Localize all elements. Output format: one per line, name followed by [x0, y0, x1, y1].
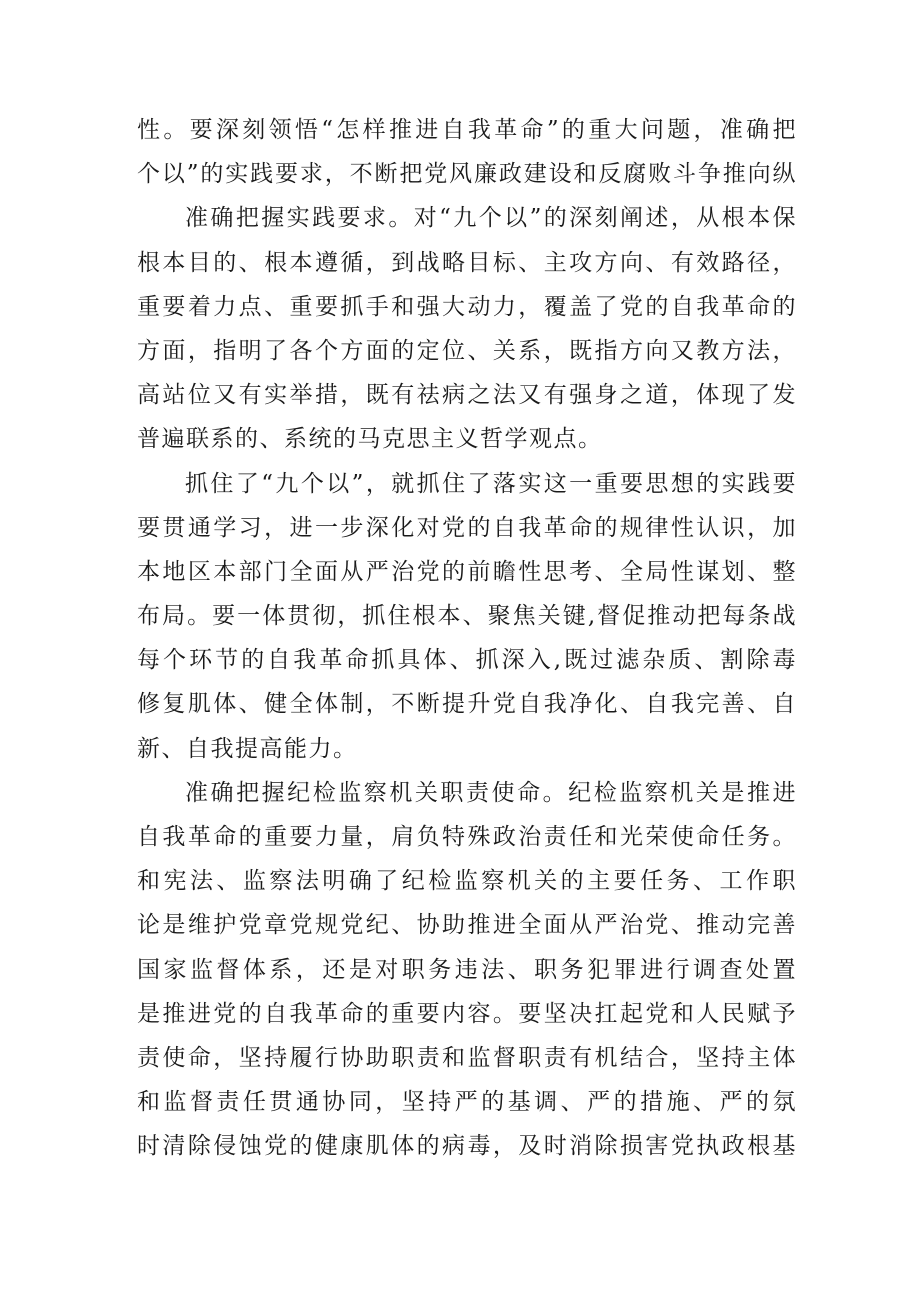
text-line: 性。要深刻领悟“怎样推进自我革命”的重大问题，准确把	[137, 117, 797, 143]
text-line: 高站位又有实举措，既有祛病之法又有强身之道，体现了发	[137, 382, 797, 409]
text-line: 方面，指明了各个方面的定位、关系，既指方向又教方法，	[137, 337, 797, 364]
text-line: 修复肌体、健全体制，不断提升党自我净化、自我完善、自	[137, 691, 797, 718]
text-line: 个以”的实践要求，不断把党风廉政建设和反腐败斗争推向纵	[137, 161, 797, 188]
text-line: 重要着力点、重要抓手和强大动力，覆盖了党的自我革命的	[137, 293, 797, 320]
text-line: 国家监督体系，还是对职务违法、职务犯罪进行调查处置	[137, 956, 797, 983]
text-line: 自我革命的重要力量，肩负特殊政治责任和光荣使命任务。	[137, 824, 797, 850]
text-line: 论是维护党章党规党纪、协助推进全面从严治党、推动完善	[137, 912, 797, 939]
paragraph-first-line: 抓住了“九个以”，就抓住了落实这一重要思想的实践要	[185, 470, 797, 497]
text-line: 和监督责任贯通协同，坚持严的基调、严的措施、严的氛	[137, 1089, 797, 1116]
text-line: 本地区本部门全面从严治党的前瞻性思考、全局性谋划、整	[137, 558, 797, 585]
paragraph-first-line: 准确把握纪检监察机关职责使命。纪检监察机关是推进	[185, 779, 797, 806]
text-line: 要贯通学习，进一步深化对党的自我革命的规律性认识，加	[137, 514, 797, 541]
text-line: 时清除侵蚀党的健康肌体的病毒，及时消除损害党执政根基	[137, 1133, 797, 1160]
text-line: 每个环节的自我革命抓具体、抓深入,既过滤杂质、割除毒	[137, 647, 797, 674]
text-line: 是推进党的自我革命的重要内容。要坚决扛起党和人民赋予	[137, 1000, 797, 1027]
text-line: 根本目的、根本遵循，到战略目标、主攻方向、有效路径，	[137, 249, 797, 276]
text-line: 和宪法、监察法明确了纪检监察机关的主要任务、工作职	[137, 868, 797, 895]
text-line: 责使命，坚持履行协助职责和监督职责有机结合，坚持主体	[137, 1044, 797, 1071]
text-line: 新、自我提高能力。	[137, 735, 358, 762]
text-line: 普遍联系的、系统的马克思主义哲学观点。	[137, 426, 603, 453]
text-line: 布局。要一体贯彻，抓住根本、聚焦关键,督促推动把每条战	[137, 603, 797, 630]
document-body	[137, 108, 797, 1169]
paragraph-first-line: 准确把握实践要求。对“九个以”的深刻阐述，从根本保	[185, 205, 797, 232]
